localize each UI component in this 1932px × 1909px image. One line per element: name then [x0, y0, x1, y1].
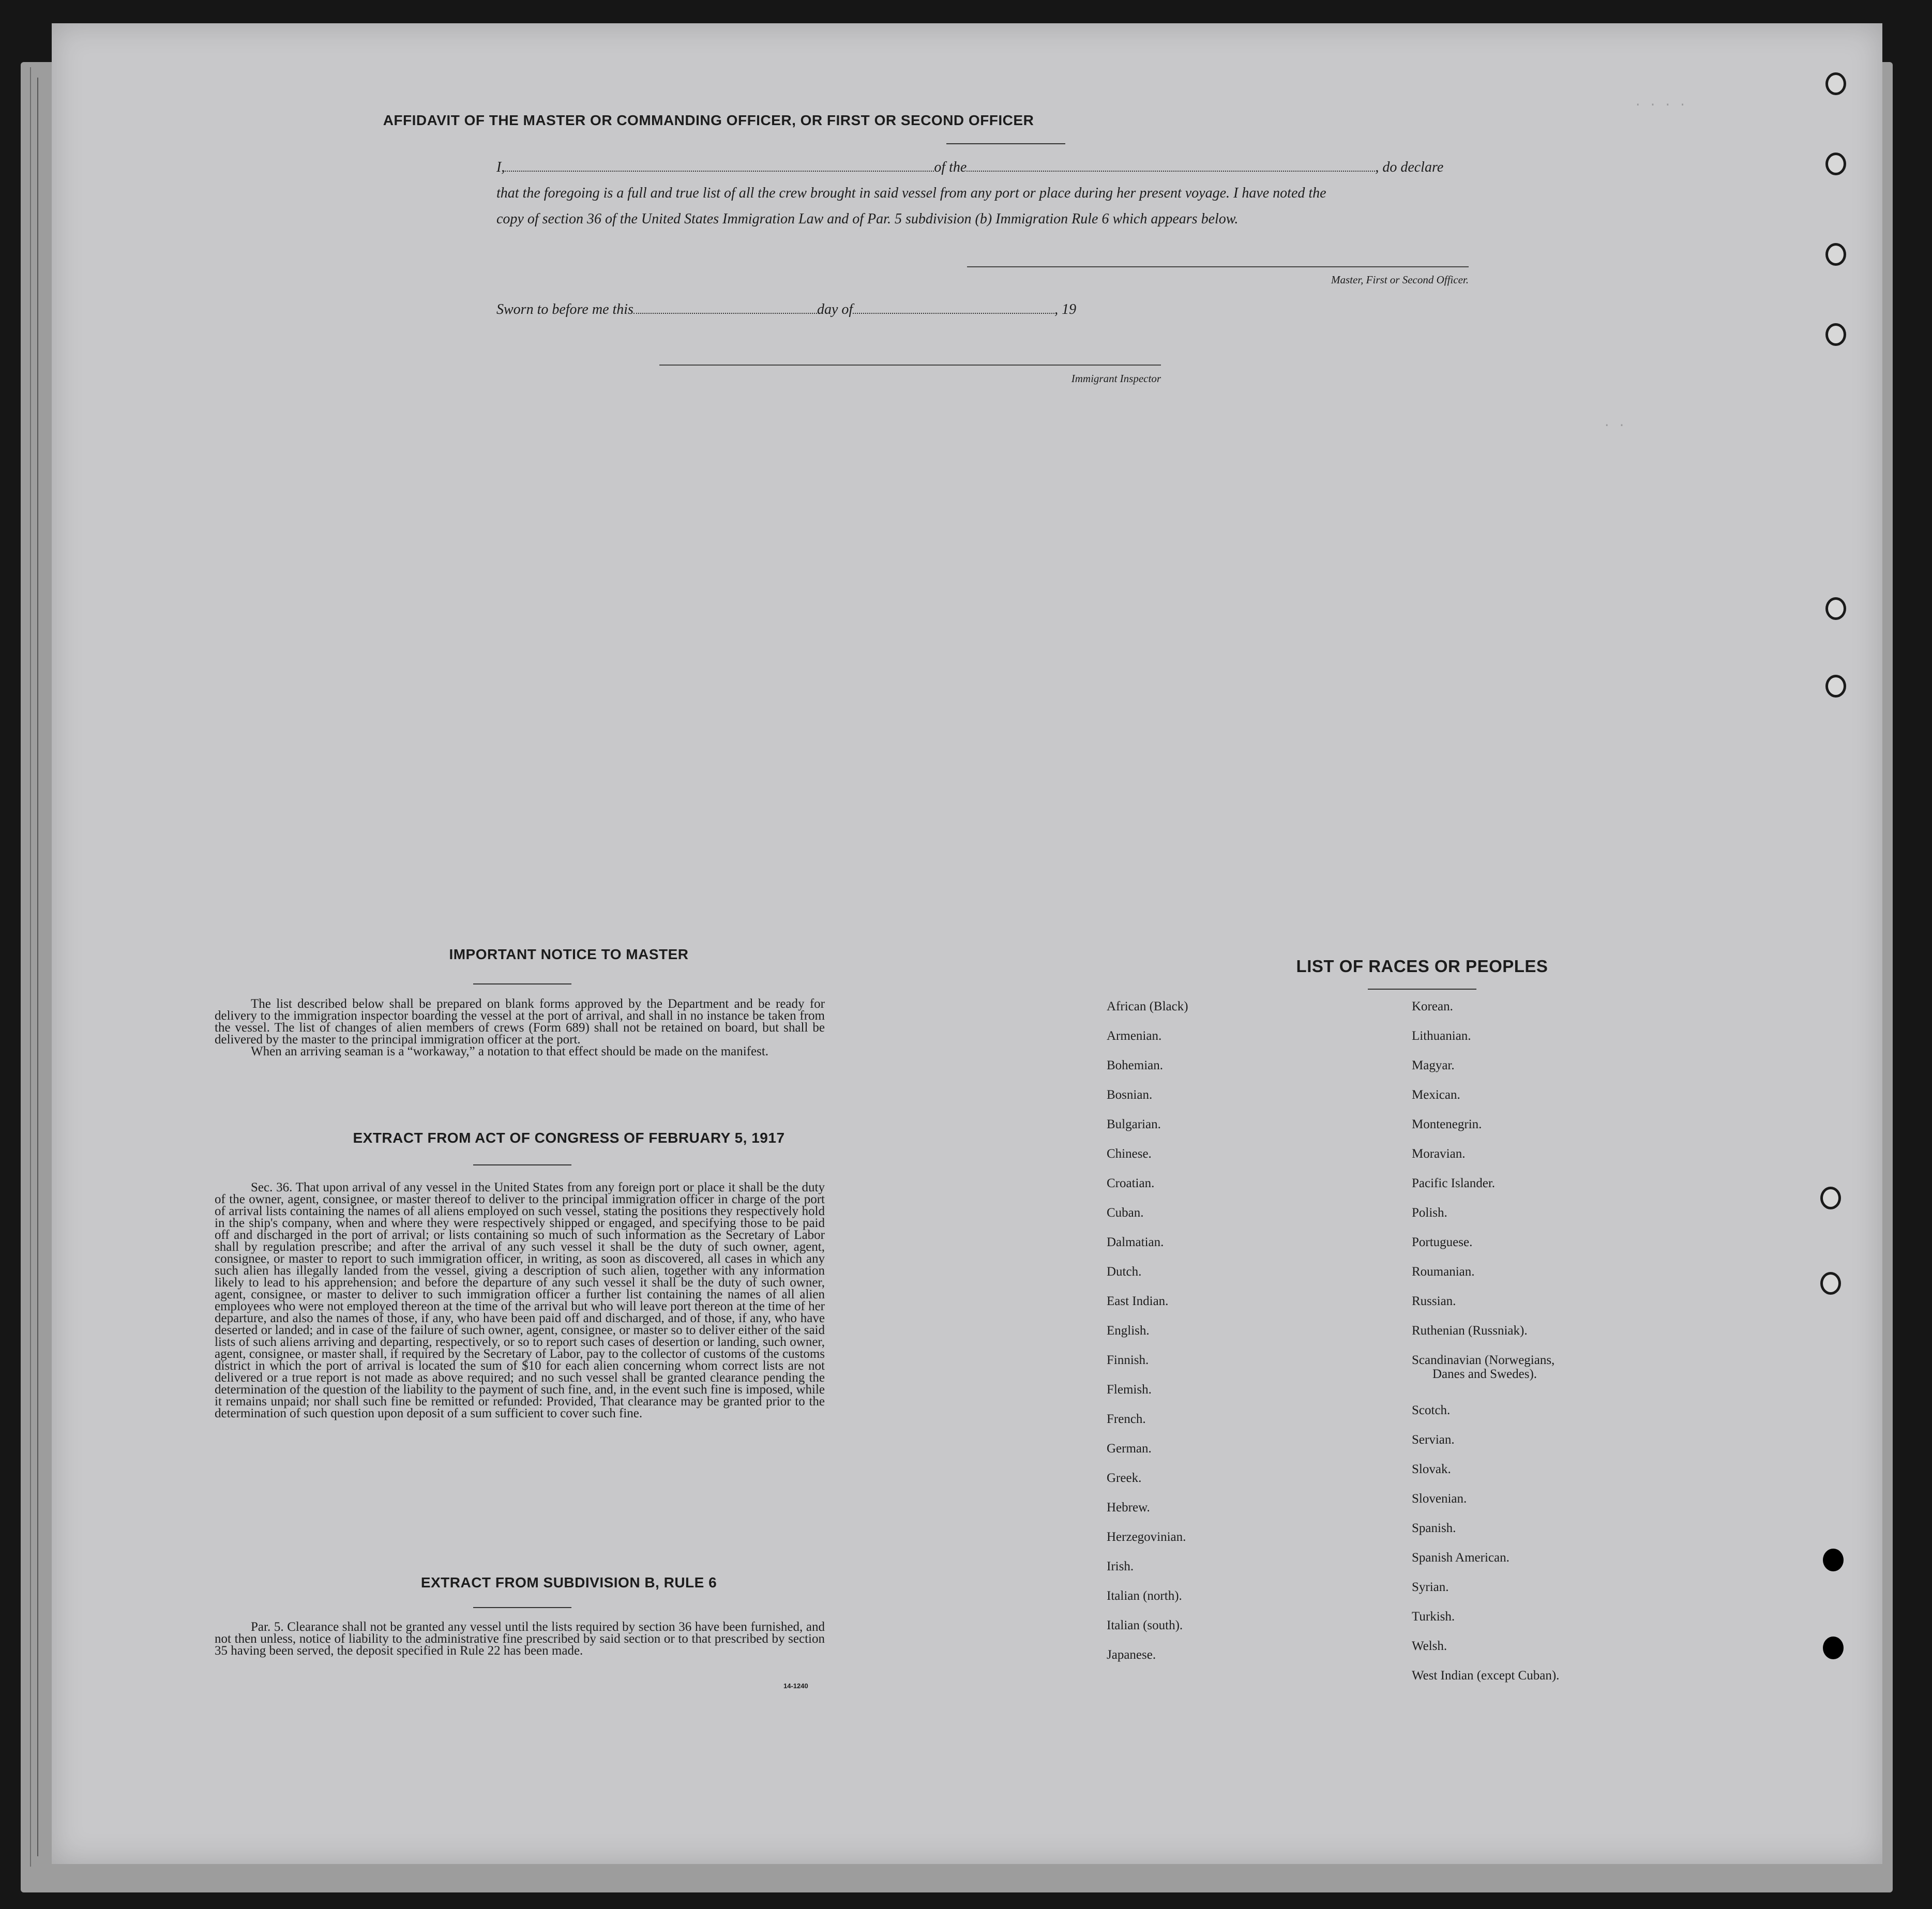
race-item: Flemish.	[1107, 1383, 1152, 1397]
race-item: Chinese.	[1107, 1147, 1152, 1161]
binding-hole	[1825, 153, 1846, 175]
sworn-day-field[interactable]	[633, 312, 817, 314]
sworn-prefix: Sworn to before me this	[496, 301, 633, 317]
race-item: Finnish.	[1107, 1353, 1149, 1367]
sworn-month-field[interactable]	[853, 312, 1054, 314]
sworn-day-of: day of	[817, 301, 853, 317]
vessel-label: of the	[934, 159, 967, 175]
affidavit-line-3: copy of section 36 of the United States Immigration Law and of Par. 5 subdivision (b) Immigration Rule 6 which appears below.	[496, 211, 1239, 227]
extract-rule-underline	[473, 1607, 571, 1608]
race-item: Dutch.	[1107, 1265, 1142, 1279]
binding-hole	[1825, 243, 1846, 266]
race-item: Korean.	[1412, 999, 1453, 1013]
race-item: Irish.	[1107, 1559, 1134, 1573]
declarant-name-field[interactable]	[505, 170, 934, 172]
declarant-label: I,	[496, 159, 505, 175]
binding-hole	[1825, 597, 1846, 620]
race-item: Scotch.	[1412, 1403, 1451, 1417]
affidavit-line-1	[496, 159, 1520, 176]
master-signature-line[interactable]	[967, 266, 1469, 267]
race-item: Roumanian.	[1412, 1265, 1475, 1279]
race-item: Japanese.	[1107, 1648, 1156, 1662]
race-item: Italian (north).	[1107, 1589, 1182, 1603]
race-item: German.	[1107, 1442, 1152, 1456]
race-item: Russian.	[1412, 1294, 1456, 1308]
declare-label: , do declare	[1375, 159, 1444, 175]
race-item: Scandinavian (Norwegians,	[1412, 1353, 1555, 1367]
race-item: Hebrew.	[1107, 1501, 1150, 1514]
race-item: Welsh.	[1412, 1639, 1447, 1653]
affidavit-line-2: that the foregoing is a full and true list of all the crew brought in said vessel from any port or place during her present voyage. I have noted the	[496, 185, 1326, 201]
extract-act-underline	[473, 1164, 571, 1165]
race-item: East Indian.	[1107, 1294, 1169, 1308]
notice-body	[215, 998, 825, 1057]
master-signature-label: Master, First or Second Officer.	[1331, 274, 1469, 286]
manifest-page	[52, 23, 1882, 1864]
race-item: Bulgarian.	[1107, 1117, 1161, 1131]
form-number: 14-1240	[783, 1682, 808, 1690]
race-item: Herzegovinian.	[1107, 1530, 1186, 1544]
race-item: Slovak.	[1412, 1462, 1451, 1476]
inspector-signature-label: Immigrant Inspector	[1071, 372, 1161, 385]
extract-act-body	[215, 1181, 825, 1419]
inspector-signature-line[interactable]	[659, 365, 1161, 366]
notice-title: IMPORTANT NOTICE TO MASTER	[449, 946, 689, 962]
race-item: Turkish.	[1412, 1610, 1455, 1624]
race-item: Armenian.	[1107, 1029, 1162, 1043]
extract-rule-title: EXTRACT FROM SUBDIVISION B, RULE 6	[420, 1574, 717, 1590]
race-item: Greek.	[1107, 1471, 1142, 1485]
bleed-through-mark: . .	[1603, 416, 1626, 430]
race-item: English.	[1107, 1324, 1150, 1338]
race-item: Portuguese.	[1412, 1235, 1473, 1249]
vessel-name-field[interactable]	[967, 170, 1375, 172]
sworn-year: , 19	[1054, 301, 1077, 317]
race-item: African (Black)	[1107, 999, 1188, 1013]
binding-hole	[1825, 675, 1846, 698]
binding-hole	[1820, 1272, 1841, 1295]
race-item: Ruthenian (Russniak).	[1412, 1324, 1528, 1338]
race-item: Magyar.	[1412, 1058, 1455, 1072]
page-edge	[30, 67, 31, 1867]
race-item: West Indian (except Cuban).	[1412, 1669, 1560, 1683]
race-item: Spanish American.	[1412, 1551, 1510, 1565]
binding-hole	[1823, 1637, 1844, 1659]
race-item: Moravian.	[1412, 1147, 1466, 1161]
race-item: Cuban.	[1107, 1206, 1144, 1220]
page-edge	[37, 78, 38, 1856]
binding-hole	[1820, 1187, 1841, 1209]
races-underline	[1368, 989, 1476, 990]
race-item: Danes and Swedes).	[1432, 1367, 1537, 1381]
notice-paragraph-2: When an arriving seaman is a “workaway,” a notation to that effect should be made on the manifest.	[251, 1044, 769, 1058]
sworn-line	[496, 301, 1076, 318]
notice-underline	[473, 983, 571, 984]
race-item: Polish.	[1412, 1206, 1447, 1220]
extract-rule-body	[215, 1621, 825, 1657]
paragraph-5-text: Par. 5. Clearance shall not be granted any vessel until the lists required by section 36 have been furnished, and not then unless, notice of liability to the administrative fine prescribed by said section or to that prescribed by section 35 having been served, the deposit specified in Rule 22 has been made.	[215, 1620, 825, 1658]
race-item: Slovenian.	[1412, 1492, 1467, 1506]
race-item: Bohemian.	[1107, 1058, 1164, 1072]
race-item: Dalmatian.	[1107, 1235, 1164, 1249]
affidavit-title: AFFIDAVIT OF THE MASTER OR COMMANDING OFFICER, OR FIRST OR SECOND OFFICER	[383, 112, 1034, 128]
race-item: Syrian.	[1412, 1580, 1449, 1594]
binding-hole	[1823, 1549, 1844, 1571]
race-item: Lithuanian.	[1412, 1029, 1471, 1043]
race-item: Spanish.	[1412, 1521, 1456, 1535]
race-item: Servian.	[1412, 1433, 1455, 1447]
race-item: Croatian.	[1107, 1176, 1155, 1190]
binding-hole	[1825, 323, 1846, 346]
race-item: Pacific Islander.	[1412, 1176, 1496, 1190]
race-item: Montenegrin.	[1412, 1117, 1482, 1131]
bleed-through-mark: . . . .	[1634, 96, 1686, 110]
extract-act-title: EXTRACT FROM ACT OF CONGRESS OF FEBRUARY 5, 1917	[353, 1130, 785, 1146]
race-item: French.	[1107, 1412, 1146, 1426]
notice-paragraph-1: The list described below shall be prepared on blank forms approved by the Department and be ready for delivery to the immigration inspector boarding the vessel at the port of arrival, and shall in no instance be taken from the vessel. The list of changes of alien members of crews (Form 689) shall not be retained on board, but shall be delivered by the master to the principal immigration officer at the port.	[215, 997, 825, 1047]
title-underline	[946, 143, 1065, 144]
race-item: Mexican.	[1412, 1088, 1460, 1102]
section-36-text: Sec. 36. That upon arrival of any vessel in the United States from any foreign port or place it shall be the duty of the owner, agent, consignee, or master thereof to deliver to the principal immigration officer in charge of the port of arrival lists containing the names of all aliens employed on such vessel, stating the positions they respectively hold in the ship's company, when and where they were respectively shipped or engaged, and specifying those to be paid off and discharged in the port of arrival; or lists containing so much of such information as the Secretary of Labor shall by regulation prescribe; and after the arrival of any such vessel it shall be the duty of such owner, agent, consignee, or master to report to such immigration officer, in writing, as soon as discovered, all cases in which any such alien has illegally landed from the vessel, giving a description of such alien, together with any information likely to lead to his apprehension; and before the departure of any such vessel it shall be the duty of such owner, agent, consignee, or master to deliver to such immigration officer a further list containing the names of all alien employees who were not employed thereon at the time of the arrival but who will leave port thereon at the time of her departure, and also the names of those, if any, who have been paid off and discharged, and of those, if any, who have deserted or landed; and in case of the failure of such owner, agent, consignee, or master so to deliver either of the said lists of such aliens arriving and departing, respectively, or so to report such cases of desertion or landing, such owner, agent, consignee, or master shall, if required by the Secretary of Labor, pay to the collector of customs of the customs district in which the port of arrival is located the sum of $10 for each alien concerning whom correct lists are not delivered or a true report is not made as above required; and no such vessel shall be granted clearance pending the determination of the question of the liability to the payment of such fine, and, in the event such fine is imposed, while it remains unpaid; nor shall such fine be remitted or refunded: Provided, That clearance may be granted prior to the determination of such question upon deposit of a sum sufficient to cover such fine.	[215, 1180, 825, 1420]
race-item: Bosnian.	[1107, 1088, 1153, 1102]
race-item: Italian (south).	[1107, 1618, 1183, 1632]
races-title: LIST OF RACES OR PEOPLES	[1296, 957, 1548, 976]
binding-hole	[1825, 72, 1846, 95]
